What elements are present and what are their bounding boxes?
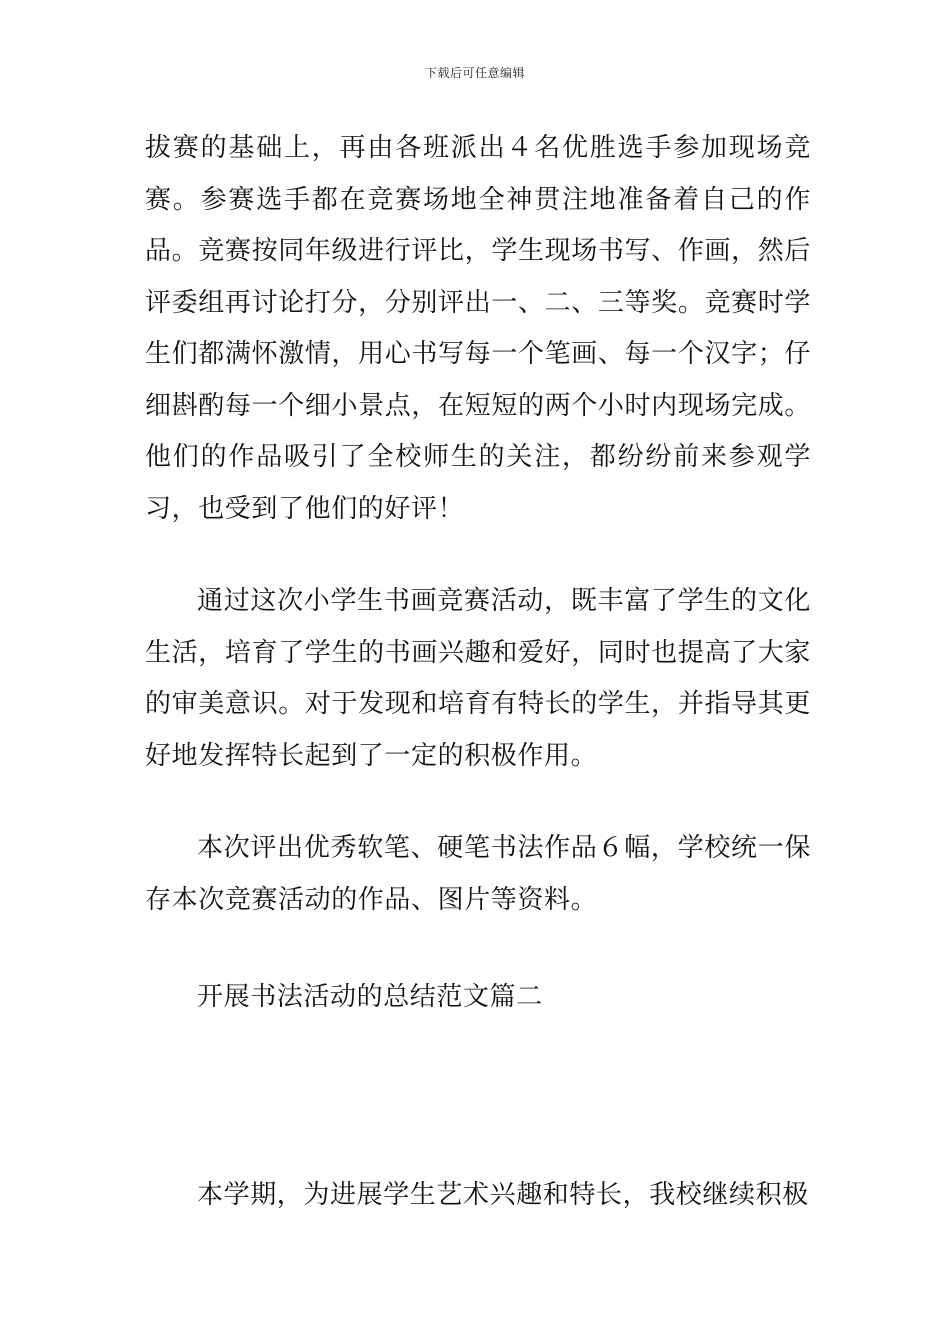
paragraph-semester-intro: 本学期，为进展学生艺术兴趣和特长，我校继续积极 <box>197 1180 809 1210</box>
paragraph-awards-summary: 本次评出优秀软笔、硬笔书法作品６幅，学校统一保存本次竞赛活动的作品、图片等资料。 <box>145 833 811 915</box>
page-header: 下载后可任意编辑 <box>424 66 525 80</box>
paragraph-activity-benefits: 通过这次小学生书画竞赛活动，既丰富了学生的文化生活，培育了学生的书画兴趣和爱好，同时也提高了大家的审美意识。对于发现和培育有特长的学生，并指导其更好地发挥特长起到了一定的积极作用。 <box>145 586 811 771</box>
paragraph-competition-process: 拔赛的基础上，再由各班派出４名优胜选手参加现场竞赛。参赛选手都在竞赛场地全神贯注地准备着自己的作品。竞赛按同年级进行评比，学生现场书写、作画，然后评委组再讨论打分，分别评出一、二、三等奖。竞赛时学生们都满怀激情，用心书写每一个笔画、每一个汉字；仔细斟酌每一个细小景点，在短短的两个小时内现场完成。他们的作品吸引了全校师生的关注，都纷纷前来参观学习，也受到了他们的好评！ <box>145 133 811 524</box>
section-heading: 开展书法活动的总结范文篇二 <box>197 982 543 1012</box>
